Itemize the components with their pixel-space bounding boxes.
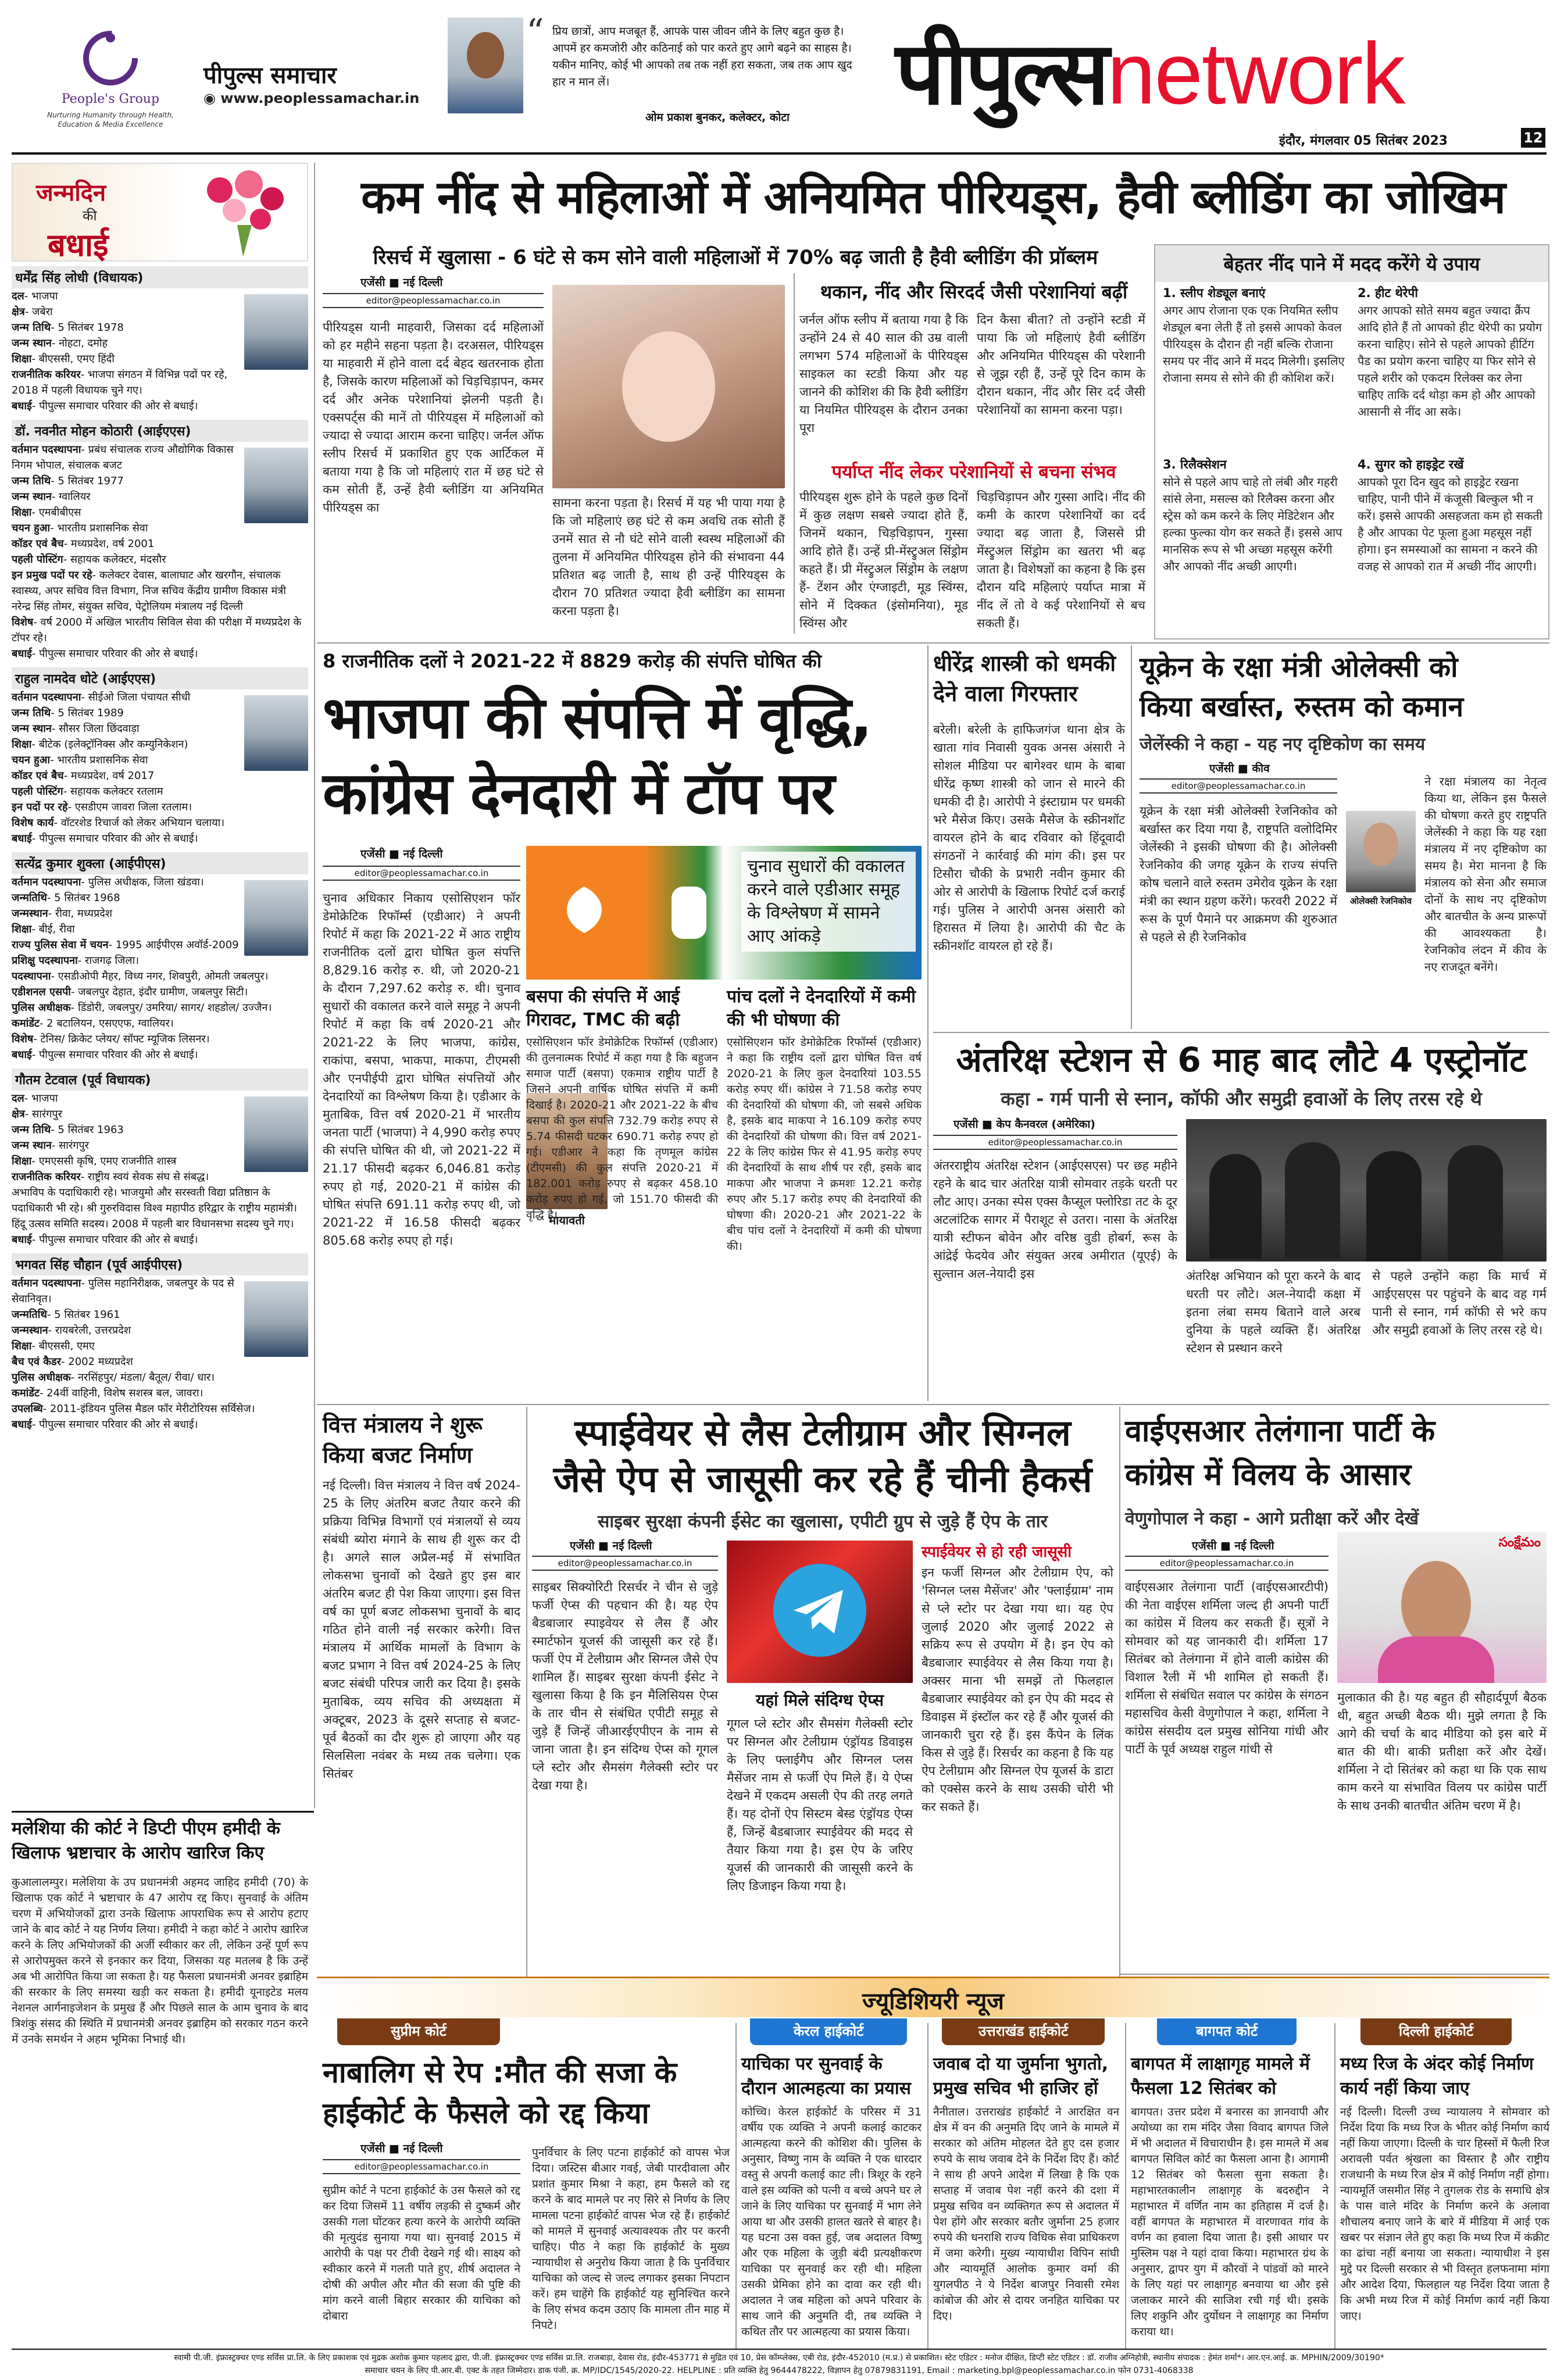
- spyware-sub2-body: इन फर्जी सिग्नल और टेलीग्राम ऐप, को 'सिग्नल प्लस मैसेंजर' और 'फ्लाईग्राम' नाम से प्ले स्टोर पर देखा गया था। यह ऐप जुलाई 2020 और जुलाई 2022 से सक्रिय रूप से उपयोग में है। इन ऐप को बैडबाजार स्पाईवेयर से लैस किया गया है। अक्सर माना भी समझें तो फिलहाल बैडबाजार स्पाईवेयर को इन ऐप की मदद से डिवाइस में इंस्टॉल कर रहे हैं और यूजर्स की जानकारी चुरा रहे हैं। इस कैंपेन के लिंक किस से जुड़े हैं। रिसर्चर का कहना है कि यह ऐप टेलीग्राम और सिग्नल ऐप यूजर्स के डाटा को एक्सेस करने के साथ उसकी चोरी भी कर सकते हैं।: [922, 1566, 1113, 1814]
- imprint-line-2: समाचार चयन के लिए पी.आर.बी. एक्ट के तहत जिम्मेदार। डाक पंजी. क्र. MP/IDC/1545/2020-22. HELPLINE : प्रति व्यक्ति हेतु 9644478222, विज्ञापन हेतु 07879831191, Email : marketing.bpl@peoplessamachar.co.in फोन 0731-4068338: [365, 2366, 1194, 2375]
- hand-icon: [654, 869, 724, 950]
- birthday-person-photo: [244, 1096, 308, 1172]
- birthday-detail: शिक्षा- बीएससी, एमए हिंदी: [12, 353, 115, 365]
- reznikov-caption: ओलेक्सी रेजनिकोव: [1349, 896, 1412, 906]
- uttarakhand-body: नैनीताल। उत्तराखंड हाईकोर्ट ने आरक्षित वन क्षेत्र में वन की अनुमति दिए जाने के मामले में सरकार को अंतिम मोहलत देते हुए दस हजार रुपये के साथ जवाब देने के निर्देश दिए हैं। कोर्ट ने साथ ही अपने आदेश में लिखा है कि एक सप्ताह में जवाब पेश नहीं करने की दशा में प्रमुख सचिव वन व्यक्तिगत रूप से अदालत में पेश होंगे और सरकार बतौर जुर्माना 25 हजार रुपये की धनराशि राज्य विधिक सेवा प्राधिकरण में जमा करेगी। मुख्य न्यायाधीश विपिन सांघी और न्यायमूर्ति आलोक कुमार वर्मा की युगलपीठ ने ये निर्देश बाजपुर निवासी रमेश कांबोज की ओर से दायर जनहित याचिका पर दिए।: [933, 2106, 1119, 2322]
- ukraine-body: यूक्रेन के रक्षा मंत्री ओलेक्सी रेजनिकोव को बर्खास्त कर दिया गया है, राष्ट्रपति वलोदिमिर जेलेंस्की ने इसकी घोषणा की है। ओलेक्सी रेजनिकोव की जगह यूक्रेन के राज्य संपत्ति कोष चलाने वाले रुस्तम उमेरोव यूक्रेन के रक्षा मंत्री का स्थान ग्रहण करेंगे। फरवरी 2022 में रूस के पूर्ण पैमाने पर आक्रमण की शुरुआत से पहले से ही रेजनिकोव: [1140, 804, 1337, 944]
- birthday-detail: कॉडर एवं बैच- मध्यप्रदेश, वर्ष 2017: [12, 770, 155, 782]
- birthday-detail: वर्तमान पदस्थापना- पुलिस अधीक्षक, जिला खंडवा।: [12, 876, 204, 888]
- ysr-body-1: वाईएसआर तेलंगाना पार्टी (वाईएसआरटीपी) की नेता वाईएस शर्मिला जल्द ही अपनी पार्टी का कांग्रेस में विलय कर सकती हैं। सूत्रों ने सोमवार को यह जानकारी दी। शर्मिला 17 सितंबर को तेलंगाना में होने वाली कांग्रेस की विशाल रैली में भी शामिल हो सकती हैं। शर्मिला से संबंधित सवाल पर कांग्रेस के संगठन महासचिव केसी वेणुगोपाल ने कहा, शर्मिला ने कांग्रेस संसदीय दल प्रमुख सोनिया गांधी और पार्टी के पूर्व अध्यक्ष राहुल गांधी से: [1125, 1580, 1329, 1756]
- birthday-detail: पहली पोस्टिंग- सहायक कलेक्टर रतलाम: [12, 785, 163, 798]
- birthday-detail: चयन हुआ- भारतीय प्रशासनिक सेवा: [12, 522, 148, 534]
- dhirendra-headline: धीरेंद्र शास्त्री को धमकी देने वाला गिरफ्तार: [933, 651, 1116, 706]
- ysr-headline-1: वाईएसआर तेलंगाना पार्टी के: [1125, 1414, 1435, 1449]
- sister-paper-name: पीपुल्स समाचार: [203, 62, 337, 89]
- sleep-byline: एजेंसी ■ नई दिल्ली: [360, 276, 443, 289]
- birthday-detail: वर्तमान पदस्थापना- सीईओ जिला पंचायत सीधी: [12, 691, 191, 703]
- birthday-detail: विशेष- वर्ष 2000 में अखिल भारतीय सिविल सेवा की परीक्षा में मध्यप्रदेश के टॉपर रहे।: [12, 616, 302, 644]
- bjp-headline-1: भाजपा की संपत्ति में वृद्धि,: [323, 684, 872, 752]
- astronaut-kicker: कहा - गर्म पानी से स्नान, कॉफी और समुद्री हवाओं के लिए तरस रहे थे: [1001, 1088, 1482, 1110]
- birthday-detail: जन्म तिथि- 5 सितंबर 1963: [12, 1124, 124, 1136]
- birthday-detail: बधाई- पीपुल्स समाचार परिवार की ओर से बधाई।: [12, 648, 198, 660]
- ysr-byline: एजेंसी ■ नई दिल्ली: [1192, 1539, 1274, 1552]
- group-name: People's Group: [61, 92, 160, 106]
- kerala-headline: याचिका पर सुनवाई के दौरान आत्महत्या का प्रयास: [741, 2054, 911, 2099]
- spyware-headline-1: स्पाईवेयर से लैस टेलीग्राम और सिग्नल: [574, 1411, 1071, 1454]
- birthday-detail: उपलब्धि- 2011-इंडियन पुलिस मैडल फॉर मेरीटोरियस सर्विसेज।: [12, 1403, 255, 1415]
- page-number: 12: [1521, 128, 1545, 148]
- sleep-email: editor@peoplessamachar.co.in: [323, 293, 544, 308]
- birthday-detail: विशेष कार्य- वॉटरशेड रिचार्ज को लेकर अभियान चलाया।: [12, 817, 225, 829]
- birthday-detail: शिक्षा- बीई, रीवा: [12, 923, 75, 935]
- ukraine-byline: एजेंसी ■ कीव: [1209, 762, 1270, 775]
- globe-icon: ◉: [203, 90, 221, 106]
- tips-headline: बेहतर नींद पाने में मदद करेंगे ये उपाय: [1155, 245, 1548, 282]
- spyware-body-1: साइबर सिक्योरिटी रिसर्चर ने चीन से जुड़े फर्जी ऐप्स की पहचान की है। यह ऐप बैडबाजार स्पाइवेयर से लैस हैं और स्मार्टफोन यूजर्स की जासूसी कर रहे हैं। फर्जी ऐप में टेलीग्राम और सिग्नल जैसे ऐप शामिल हैं। साइबर सुरक्षा कंपनी ईसेट ने खुलासा किया है कि इन मैलिसियस ऐप्स के तार चीन से संबंधित एपीटी समूह से जुड़े हैं जिन्हें जीआरईएपीएन के नाम से जाना जाता है। इन संदिग्ध ऐप्स को गूगल प्ले स्टोर और सैमसंग गैलेक्सी स्टोर पर देखा गया है।: [532, 1580, 718, 1792]
- sleep-sub1-body-1: जर्नल ऑफ स्लीप में बताया गया है कि उन्होंने 24 से 40 साल की उम्र वाली लगभग 574 महिलाओं के पीरियड्स साइकल का स्टडी किया और यह जानने की कोशिश की कि हैवी ब्लीडिंग या नियमित पीरियड्स के दौरान उनका पूरा: [799, 313, 968, 435]
- birthday-detail: राजनीतिक करियर- राष्ट्रीय स्वयं सेवक संघ से संबद्ध। अभाविप के पदाधिकारी रहे। भाजयुमो और सरस्वती विद्या प्रतिष्ठान के पदाधिकारी भी रहे। श्री गुरुरविदास विश्व महापीठ हरिद्वार के राष्ट्रीय महामंत्री। हिंदू उत्सव समिति सदस्य। 2008 में पहली बार विधानसभा सदस्य चुने गए।: [12, 1171, 297, 1230]
- sleep-headline: कम नींद से महिलाओं में अनियमित पीरियड्स, हैवी ब्लीडिंग का जोखिम: [361, 171, 1505, 224]
- sleep-sub-1: थकान, नींद और सिरदर्द जैसी परेशानियां बढ़ीं: [820, 281, 1128, 303]
- birthday-entry: [12, 852, 308, 1063]
- title-english: network: [1107, 24, 1405, 122]
- supreme-body-1: सुप्रीम कोर्ट ने पटना हाईकोर्ट के उस फैसले को रद्द कर दिया जिसमें 11 वर्षीय लड़की से दुष्कर्म और उसकी गला घोंटकर हत्या करने के आरोपी व्यक्ति की मृत्युदंड सुनाया गया था। सुनवाई 2015 में आरोपी के पक्ष पर टीवी देखने गई थी। साक्ष्य को स्वीकार करने में गलती पाते हुए, शीर्ष अदालत ने दोषी की अपील और मौत की सजा की पुष्टि की मांग करने वाली बिहार सरकार की याचिका को दोबारा: [323, 2184, 520, 2322]
- birthday-heading-3: बधाई: [48, 227, 109, 263]
- sharmila-photo: [1337, 1532, 1547, 1683]
- birthday-detail: शिक्षा- बीटेक (इलेक्ट्रॉनिक्स और कम्युनिकेशन): [12, 738, 188, 751]
- birthday-detail: जन्म स्थान- नोहटा, दमोह: [12, 337, 108, 349]
- birthday-entry: [12, 1069, 308, 1248]
- birthday-detail: जन्मतिथि- 5 सितंबर 1968: [12, 892, 120, 904]
- spyware-byline: एजेंसी ■ नई दिल्ली: [570, 1539, 652, 1552]
- bjp-body: चुनाव अधिकार निकाय एसोसिएशन फॉर डेमोक्रेटिक रिफॉर्म्स (एडीआर) ने अपनी रिपोर्ट में कहा कि 2021-22 में आठ राष्ट्रीय राजनीतिक दलों द्वारा घोषित कुल संपत्ति 8,829.16 करोड़ रु. थी, जो 2020-21 के दौरान 7,297.62 करोड़ रु. थी। चुनाव सुधारों की वकालत करने वाले समूह ने अपनी रिपोर्ट में कहा कि वर्ष 2020-21 और 2021-22 के लिए भाजपा, कांग्रेस, राकांपा, बसपा, भाकपा, माकपा, टीएमसी और एनपीईपी द्वारा घोषित संपत्तियों और देनदारियों का विश्लेषण किया है। एडीआर के मुताबिक, वित्त वर्ष 2020-21 में भारतीय जनता पार्टी (भाजपा) ने 4,990 करोड़ रुपए की संपत्ति घोषित की थी, जो 2021-22 में 21.17 फीसदी बढ़कर 6,046.81 करोड़ रुपए हो गई, 2020-21 में कांग्रेस की घोषित संपत्ति 691.11 करोड़ रुपए थी, जो 2021-22 में 16.58 फीसदी बढ़कर 805.68 करोड़ रुपए हो गई।: [323, 891, 520, 1248]
- telegram-photo: [727, 1541, 913, 1683]
- birthday-entry: [12, 266, 308, 414]
- spyware-email: editor@peoplessamachar.co.in: [532, 1556, 718, 1571]
- tip-text: अगर आपको सोते समय बहुत ज्यादा क्रैंप आदि होते हैं तो आपको हीट थेरेपी का प्रयोग करना चाहिए। सोने से पहले आपको हीटिंग पैड का प्रयोग करना चाहिए या फिर सोने से पहले शरीर को एकदम रिलेक्स कर लेना चाहिए ताकि दर्द थोड़ा कम हो और आपको आसानी से नींद आ सके।: [1358, 303, 1542, 419]
- bjp-email: editor@peoplessamachar.co.in: [323, 866, 520, 881]
- astronaut-headline: अंतरिक्ष स्टेशन से 6 माह बाद लौटे 4 एस्ट्रोनॉट: [956, 1040, 1527, 1080]
- delhi-headline: मध्य रिज के अंदर कोई निर्माण कार्य नहीं किया जाए: [1340, 2054, 1534, 2099]
- birthday-heading-2: की: [83, 208, 97, 224]
- astronaut-body-1: अंतरराष्ट्रीय अंतरिक्ष स्टेशन (आईएसएस) पर छह महीने रहने के बाद चार अंतरिक्ष यात्री सोमवार तड़के धरती पर लौट आए। उनका स्पेस एक्स कैप्सूल फ्लोरिडा तट के दूर अटलांटिक सागर में पैराशूट से उतरा। नासा के अंतरिक्ष यात्री स्टीफन बोवेन और वरिष्ठ वुडी होबर्ग, रूस के आंद्रेई फेदयेव और संयुक्त अरब अमीरात (यूएई) के सुल्तान अल-नेयादी इस: [933, 1159, 1177, 1281]
- tip-text: अगर आप रोजाना एक एक नियमित स्लीप शेड्यूल बना लेती हैं तो इससे आपको केवल पीरियड्स के दौरान ही नहीं बल्कि रोजाना समय पर नींद आने में मदद मिलेगी। इसलिए रोजाना समय से सोने की ही कोशिश करें।: [1163, 303, 1345, 385]
- ysr-headline-2: कांग्रेस में विलय के आसार: [1125, 1457, 1412, 1492]
- sleep-sub-2: पर्याप्त नींद लेकर परेशानियों से बचना संभव: [831, 462, 1116, 483]
- birthday-detail: दल- भाजपा: [12, 1092, 58, 1105]
- spyware-sub1-body: गूगल प्ले स्टोर और सैमसंग गैलेक्सी स्टोर पर सिग्नल और टेलीग्राम एंड्रॉयड डिवाइस के लिए फ्लाईगैप और सिग्नल प्लस मैसेंजर नाम से फर्जी ऐप मिले हैं। ये ऐप्स देखने में एकदम असली ऐप की तरह लगते हैं। यह दोनों ऐप सिस्टम बेस्ड एंड्रॉयड ऐप्स हैं, जिन्हें बैडबाजार स्पाईवेयर की मदद से तैयार किया गया है। इस ऐप के जरिए यूजर्स की जानकारी की जासूसी करने के लिए डिजाइन किया गया है।: [727, 1717, 913, 1893]
- dateline: इंदौर, मंगलवार 05 सितंबर 2023: [1279, 134, 1448, 148]
- birthday-detail: एडीशनल एसपी- जबलपुर देहात, इंदौर ग्रामीण, जबलपुर सिटी।: [12, 986, 248, 998]
- ysr-kicker: वेणुगोपाल ने कहा - आगे प्रतीक्षा करें और देखें: [1125, 1509, 1419, 1529]
- ukraine-headline-1: यूक्रेन के रक्षा मंत्री ओलेक्सी को: [1140, 651, 1458, 684]
- birthday-detail: बधाई- पीपुल्स समाचार परिवार की ओर से बधाई।: [12, 400, 198, 412]
- birthday-detail: कमांडेंट- 2 बटालियन, एसएएफ, ग्वालियर।: [12, 1017, 174, 1030]
- sister-paper-logo: [203, 58, 424, 106]
- birthday-detail: प्रशिक्षु पदस्थापना- राजगढ़ जिला।: [12, 955, 140, 967]
- ysr-body-2: मुलाकात की है। यह बहुत ही सौहार्दपूर्ण बैठक थी, बहुत अच्छी बैठक थी। मुझे लगता है कि आगे की चर्चा के बाद मीडिया को इस बारे में बात की थी। बाकी प्रतीक्षा करें और देखें। शर्मिला ने दो सितंबर को कहा था कि एक साथ काम करने या संभावित विलय पर कांग्रेस पार्टी के साथ उनकी बातचीत अंतिम चरण में है।: [1337, 1691, 1547, 1813]
- birthday-detail: पदस्थापना- एसडीओपी मैहर, विध्य नगर, शिवपुरी, ओमती जबलपुर।: [12, 970, 269, 982]
- baghpat-body: बागपत। उत्तर प्रदेश में बनारस का ज्ञानवापी और अयोध्या का राम मंदिर जैसा विवाद बागपत जिले में भी अदालत में विचाराधीन है। इस मामले में अब बागपत सिविल कोर्ट का फैसला आना है। आगामी 12 सितंबर को फैसला सुना सकता है। महाभारतकालीन लाक्षागृह के बदरुद्दीन ने महाभारत में वर्णित नाम का इतिहास में दर्ज है। वहीं बागपत के महाभारत में वारणावत गांव के वर्णन का हवाला दिया जाता है। इसी आधार पर मुस्लिम पक्ष ने यहां दावा किया। महाभारत ग्रंथ के अनुसार, द्वापर युग में कौरवों ने पांडवों को मारने के लिए यहां पर लाक्षागृह बनवाया था और इसे जलाकर मारने की साजिश रची गई थी। इसके लिए शकुनि और दुर्योधन ने लाक्षागृह का निर्माण कराया था।: [1131, 2106, 1329, 2338]
- imprint-line-1: स्वामी पी.जी. इंफ्रास्ट्रक्चर एण्ड सर्विस प्रा.लि. के लिए प्रकाशक एवं मुद्रक अशोक कुमार पहलाद द्वारा, पी.जी. इंफ्रास्ट्रक्चर एण्ड सर्विस प्रा.लि. राजबाड़ा, देवास रोड, इंदौर-453771 से मुद्रित एवं 10, प्रेस कॉम्प्लेक्स, एबी रोड, इंदौर-452010 (म.प्र.) से प्रकाशित। स्टेट एडिटर : मनोज दीक्षित, डिप्टी स्टेट एडिटर : डॉ. राजीव अग्निहोत्री, स्थानीय संपादक : हेमंत शर्मा*। आर.एन.आई. क्र. MPHIN/2009/30190*: [174, 2353, 1384, 2363]
- supreme-byline: एजेंसी ■ नई दिल्ली: [360, 2142, 443, 2155]
- birthday-detail: क्षेत्र- जबेरा: [12, 306, 53, 318]
- tip-text: सोने से पहले आप चाहे तो लंबी और गहरी सांसे लेना, मसल्स को रिलैक्स करना और स्ट्रेस को कम करने के लिए मेडिटेशन और हल्का फुल्का योग कर सकते हैं। इससे आप मानसिक रूप से भी अच्छा महसूस करेंगी और आपको नींद अच्छी आएगी।: [1163, 475, 1342, 573]
- astronaut-byline: एजेंसी ■ केप कैनवरल (अमेरिका): [954, 1118, 1095, 1131]
- sleep-sub1-body-2: दिन कैसा बीता? तो उन्होंने स्टडी में पाया कि जो महिलाएं हैवी ब्लीडिंग और अनियमित पीरियड्स की परेशानी से जूझ रही हैं, उन्हें पूरे दिन काम के दौरान थकान, नींद और सिर दर्द जैसी परेशानियों का सामना करना पड़ा।: [977, 313, 1145, 417]
- birthday-detail: बधाई- पीपुल्स समाचार परिवार की ओर से बधाई।: [12, 1418, 198, 1431]
- tip-title: 4. सुगर को हाइड्रेट रखें: [1358, 458, 1464, 471]
- birthday-person-photo: [244, 294, 308, 370]
- mayawati-caption: मायावती: [549, 1213, 585, 1227]
- bjp-headline-2: कांग्रेस देनदारी में टॉप पर: [323, 759, 834, 827]
- tip-item: [1163, 285, 1349, 387]
- liabilities-body: एसोसिएशन फॉर डेमोक्रेटिक रिफॉर्म्स (एडीआर) ने कहा कि राष्ट्रीय दलों द्वारा घोषित वित्त वर्ष 2020-21 के लिए कुल देनदारियां 103.55 करोड़ रुपए थीं। कांग्रेस ने 71.58 करोड़ रुपए की देनदारियों की घोषणा की, जो सबसे अधिक है, इसके बाद माकपा ने 16.109 करोड़ रुपए की देनदारियों की घोषणा की। वित्त वर्ष 2021-22 के लिए कांग्रेस फिर से 41.95 करोड़ रुपए की देनदारियों के साथ शीर्ष पर रही, इसके बाद माकपा और भाजपा ने क्रमशः 12.21 करोड़ रुपए और 5.17 करोड़ रुपए की देनदारियों की घोषणा की। 2020-21 और 2021-22 के बीच पांच दलों ने देनदारियों में कमी की घोषणा की।: [727, 1036, 922, 1253]
- ysr-email: editor@peoplessamachar.co.in: [1125, 1556, 1329, 1571]
- group-tagline: Nurturing Humanity through Health, Education & Media Excellence: [47, 111, 174, 128]
- group-logo-icon: [78, 26, 142, 90]
- flower-bouquet-icon: [185, 167, 301, 260]
- astronaut-body-2: अंतरिक्ष अभियान को पूरा करने के बाद धरती पर लौटे। अल-नेयादी कक्षा में इतना लंबा समय बिताने वाले अरब दुनिया के पहले व्यक्ति हैं। अंतरिक्ष स्टेशन से प्रस्थान करने: [1186, 1269, 1360, 1355]
- birthday-detail: शिक्षा- एमबीबीएस: [12, 506, 81, 519]
- bsp-sub: बसपा की संपत्ति में आई गिरावट, TMC की बढ़ी: [526, 987, 680, 1030]
- astronaut-email: editor@peoplessamachar.co.in: [933, 1135, 1177, 1150]
- tip-title: 1. स्लीप शेड्यूल बनाएं: [1163, 286, 1266, 300]
- birthday-entry: [12, 667, 308, 846]
- birthday-detail: इन पदों पर रहे- एसडीएम जावरा जिला रतलाम।: [12, 801, 192, 813]
- quote-photo: [448, 17, 523, 113]
- spyware-headline-2: जैसे ऐप से जासूसी कर रहे हैं चीनी हैकर्स: [553, 1458, 1092, 1500]
- bjp-kicker: 8 राजनीतिक दलों ने 2021-22 में 8829 करोड़ की संपत्ति घोषित की: [323, 650, 822, 672]
- birthday-person-name: डॉ. नवनीत मोहन कोठारी (आईएएस): [12, 420, 308, 442]
- spyware-sub-2: स्पाईवेयर से हो रही जासूसी: [922, 1543, 1072, 1561]
- birthday-detail: पुलिस अधीक्षक- नरसिंहपुर/ मंडला/ बैतूल/ रीवा/ धार।: [12, 1371, 215, 1384]
- birthday-detail: दल- भाजपा: [12, 290, 58, 302]
- lotus-icon: [549, 875, 619, 945]
- birthday-detail: जन्म स्थान- ग्वालियर: [12, 491, 91, 503]
- bsp-body: एसोसिएशन फॉर डेमोक्रेटिक रिफॉर्म्स (एडीआर) की तुलनात्मक रिपोर्ट में कहा गया है कि बहुजन समाज पार्टी (बसपा) एकमात्र राष्ट्रीय पार्टी है जिसने अपनी वार्षिक घोषित संपत्ति में कमी दिखाई है। 2020-21 और 2021-22 के बीच बसपा की कुल संपत्ति 732.79 करोड़ रुपए से 5.74 फीसदी घटकर 690.71 करोड़ रुपए हो गई। एडीआर ने कहा कि तृणमूल कांग्रेस (टीएमसी) की कुल संपत्ति 2020-21 में 182.001 करोड़ रुपए से बढ़कर 458.10 करोड़ रुपए हो गई, जो 151.70 फीसदी की वृद्धि है।: [526, 1036, 718, 1221]
- birthday-detail: जन्मस्थान- रीवा, मध्यप्रदेश: [12, 907, 113, 920]
- tip-text: आपको पूरा दिन खुद को हाइड्रेट रखना चाहिए, पानी पीने में कंजूसी बिल्कुल भी न करें। इससे आपकी असहजता कम हो सकती है और आपका पेट फूला हुआ महसूस नहीं होगा। इन समस्याओं का सामना न करने की वजह से आपको रात में अच्छी नींद आएगी।: [1358, 475, 1542, 573]
- bjp-callout: चुनाव सुधारों की वकालत करने वाले एडीआर समूह के विश्लेषण में सामने आए आंकड़े: [741, 852, 916, 952]
- supreme-headline-1: नाबालिग से रेप :मौत की सजा के: [323, 2056, 677, 2089]
- birthday-entry: [12, 1253, 308, 1432]
- birthday-person-name: राहुल नामदेव धोटे (आईएएस): [12, 667, 308, 689]
- malaysia-body: कुआलालम्पुर। मलेशिया के उप प्रधानमंत्री अहमद जाहिद हमीदी (70) के खिलाफ एक कोर्ट ने भ्रष्टाचार के 47 आरोप रद्द किए। सुनवाई के अंतिम चरण में अभियोजकों द्वारा उनके खिलाफ आपराधिक रूप से आरोप हटाए जाने के बाद कोर्ट ने यह निर्णय लिया। हमीदी ने कहा कोर्ट ने आरोप खारिज करने के लिए अभियोजकों की अर्जी स्वीकार कर ली, लेकिन उन्हें पूर्ण रूप से आरोपमुक्त करने से इनकार कर दिया, जिसका यह मतलब है कि उन्हें अब भी आरोपित किया जा सकता है। यह फैसला प्रधानमंत्री अनवर इब्राहिम की सरकार के लिए समस्या खड़ी कर सकता है। हमीदी यूनाइटेड मलय नेशनल आर्गनाइजेशन के प्रमुख हैं और पिछले साल के आम चुनाव के बाद त्रिशंकु संसद की स्थिति में प्रधानमंत्री अनवर इब्राहिम को सरकार गठन करने में उनके समर्थन ने अहम भूमिका निभाई थी।: [12, 1876, 308, 2046]
- birthday-entry: [12, 420, 308, 662]
- sleep-sub2-body-1: पीरियड्स शुरू होने के पहले कुछ दिनों में कुछ लक्षण सबसे ज्यादा होते हैं, जिनमें थकान, चिड़चिड़ापन, गुस्सा आदि होते हैं। उन्हें प्री-मेंस्ट्रुअल सिंड्रोम कहते हैं। प्री मेंस्ट्रुअल सिंड्रोम के लक्षण हैं- टेंशन और एंग्जाइटी, मूड स्विंग्स, सोने में दिक्कत (इंसोमनिया), मूड स्विंग्स और: [799, 490, 968, 630]
- birthday-detail: कमांडेंट- 24वीं वाहिनी, विशेष सशस्त्र बल, जावरा।: [12, 1387, 203, 1399]
- title-hindi: पीपुल्स: [895, 23, 1108, 124]
- tip-title: 3. रिलैक्सेशन: [1163, 458, 1227, 471]
- judiciary-bar: [317, 1977, 1549, 2017]
- ukraine-headline-2: किया बर्खास्त, रुस्तम को कमान: [1140, 691, 1464, 723]
- supreme-headline-2: हाईकोर्ट के फैसले को रद्द किया: [323, 2096, 649, 2130]
- quote-mark-icon: “: [526, 12, 544, 52]
- supreme-email: editor@peoplessamachar.co.in: [323, 2159, 520, 2174]
- birthday-detail: बधाई- पीपुल्स समाचार परिवार की ओर से बधाई।: [12, 1234, 198, 1246]
- birthday-column: [12, 163, 308, 1808]
- birthday-detail: कॉडर एवं बैच- मध्यप्रदेश, वर्ष 2001: [12, 538, 155, 550]
- spyware-kicker: साइबर सुरक्षा कंपनी ईसेट का खुलासा, एपीटी ग्रुप से जुड़े हैं ऐप के तार: [598, 1511, 1048, 1532]
- spyware-sub-1: यहां मिले संदिग्ध ऐप्स: [756, 1691, 884, 1710]
- malaysia-headline: मलेशिया की कोर्ट ने डिप्टी पीएम हमीदी के खिलाफ भ्रष्टाचार के आरोप खारिज किए: [12, 1818, 280, 1863]
- birthday-detail: चयन हुआ- भारतीय प्रशासनिक सेवा: [12, 754, 148, 766]
- budget-body: नई दिल्ली। वित्त मंत्रालय ने वित्त वर्ष 2024-25 के लिए अंतरिम बजट तैयार करने की प्रक्रिया विभिन्न विभागों एवं मंत्रालयों से व्यय संबंधी ब्योरा मंगाने के साथ ही शुरू कर दी है। अगले साल अप्रैल-मई में संभावित लोकसभा चुनावों को देखते हुए इस बार अंतरिम बजट ही पेश किया जाएगा। इस वित्त वर्ष का पूर्ण बजट लोकसभा चुनावों के बाद गठित होने वाली नई सरकार करेगी। वित्त मंत्रालय में आर्थिक मामलों के विभाग के बजट प्रभाग ने वित्त वर्ष 2024-25 के लिए बजट संबंधी परिपत्र जारी कर दिया है। इसके मुताबिक, व्यय सचिव की अध्यक्षता में अक्टूबर, 2023 के दूसरे सप्ताह से बजट-पूर्व बैठकों का दौर शुरू हो जाएगा और यह सिलसिला नवंबर के मध्य तक चलेगा। एक सितंबर: [323, 1478, 520, 1781]
- quote-text: प्रिय छात्रों, आप मजबूत हैं, आपके पास जीवन जीने के लिए बहुत कुछ है। आपमें हर कमजोरी और कठिनाई को पार करते हुए आगे बढ़ने का साहस है। यकीन मानिए, कोई भी आपको तब तक नहीं हरा सकता, जब तक आप खुद हार न मान लें।: [552, 25, 852, 88]
- party-logos-photo: [526, 846, 922, 980]
- tip-title: 2. हीट थेरेपी: [1358, 286, 1418, 300]
- tab-delhi-hc: दिल्ली हाईकोर्ट: [1360, 2018, 1512, 2045]
- birthday-person-photo: [244, 448, 308, 523]
- judiciary-heading: ज्यूडिशियरी न्यूज: [862, 1988, 1004, 2015]
- birthday-detail: बधाई- पीपुल्स समाचार परिवार की ओर से बधाई।: [12, 1049, 198, 1061]
- birthday-heading-1: जन्मदिन: [36, 180, 106, 206]
- birthday-detail: बैच एवं कैडर- 2002 मध्यप्रदेश: [12, 1356, 133, 1368]
- paper-title: [895, 10, 1541, 127]
- kerala-body: कोच्चि। केरल हाईकोर्ट के परिसर में 31 वर्षीय एक व्यक्ति ने अपनी कलाई काटकर आत्महत्या करने की कोशिश की। पुलिस के अनुसार, विष्णु नाम के व्यक्ति ने एक धारदार वस्तु से अपनी कलाई काट ली। त्रिशूर के रहने वाले इस व्यक्ति को पत्नी व बच्चे अपने घर ले जाने के लिए याचिका पर सुनवाई में भाग लेने आया था और उसकी हालत खतरे से बाहर है। यह घटना उस वक्त हुई, जब अदालत विष्णु और एक महिला के जुड़ी बंदी प्रत्यक्षीकरण याचिका पर सुनवाई कर रही थी। महिला उसकी प्रेमिका होने का दावा कर रही थी। अदालत ने जब महिला को अपने परिवार के साथ जाने की अनुमति दी, तब व्यक्ति ने कथित तौर पर आत्महत्या का प्रयास किया।: [741, 2106, 922, 2338]
- budget-headline: वित्त मंत्रालय ने शुरू किया बजट निर्माण: [323, 1412, 483, 1468]
- tip-item: [1358, 285, 1544, 420]
- tab-uttarakhand-hc: उत्तराखंड हाईकोर्ट: [942, 2018, 1105, 2045]
- sleep-kicker: रिसर्च में खुलासा - 6 घंटे से कम सोने वाली महिलाओं में 70% बढ़ जाती है हैवी ब्लीडिंग की प्रॉब्लम: [373, 246, 1098, 269]
- birthday-heading: [12, 163, 308, 262]
- birthday-detail: इन प्रमुख पदों पर रहे- कलेक्टर देवास, बालाघाट और खरगौन, संचालक स्वास्थ्य, अपर सचिव वित्त विभाग, निज सचिव केंद्रीय ग्रामीण विकास मंत्री नरेन्द्र सिंह तोमर, संयुक्त सचिव, पेट्रोलियम मंत्रालय नई दिल्ली: [12, 569, 286, 613]
- birthday-detail: वर्तमान पदस्थापना- प्रबंध संचालक राज्य औद्योगिक विकास निगम भोपाल, संचालक बजट: [12, 444, 234, 471]
- birthday-person-photo: [244, 695, 308, 771]
- birthday-detail: जन्म तिथि- 5 सितंबर 1989: [12, 707, 124, 719]
- uttarakhand-headline: जवाब दो या जुर्माना भुगतो, प्रमुख सचिव भी हाजिर हों: [933, 2054, 1109, 2099]
- reznikov-photo: [1346, 811, 1416, 892]
- tab-baghpat-court: बागपत कोर्ट: [1157, 2018, 1297, 2045]
- birthday-person-name: गौतम टेटवाल (पूर्व विधायक): [12, 1069, 308, 1091]
- tip-item: [1163, 456, 1349, 575]
- birthday-detail: पुलिस अधीक्षक- डिंडोरी, जबलपुर/ उमरिया/ सागर/ शहडोल/ उज्जैन।: [12, 1002, 272, 1014]
- birthday-detail: वर्तमान पदस्थापना- पुलिस महानिरीक्षक, जबलपुर के पद से सेवानिवृत।: [12, 1277, 234, 1305]
- peoples-group-logo: [23, 23, 198, 140]
- birthday-detail: क्षेत्र- सारंगपुर: [12, 1108, 62, 1120]
- birthday-person-photo: [244, 1281, 308, 1357]
- bjp-byline: एजेंसी ■ नई दिल्ली: [360, 848, 443, 860]
- telegram-icon: [770, 1561, 869, 1660]
- sister-paper-url[interactable]: ◉ www.peoplessamachar.in: [203, 90, 420, 106]
- tab-supreme-court: सुप्रीम कोर्ट: [337, 2018, 500, 2045]
- supreme-body-2: पुनर्विचार के लिए पटना हाईकोर्ट को वापस भेज दिया। जस्टिस बीआर गवई, जेबी पारदीवाला और प्रशांत कुमार मिश्रा ने कहा, हम फैसले को रद्द करने के बाद मामले पर नए सिरे से निर्णय के लिए मामला पटना हाईकोर्ट वापस भेज रहे हैं। हाईकोर्ट को मामले में सुनवाई अत्यावश्यक तौर पर करनी चाहिए। पीठ ने कहा कि हाईकोर्ट के मुख्य न्यायाधीश से अनुरोध किया जाता है कि पुनर्विचार याचिका को जल्द से जल्द लगाकर इसका निपटान करें। हम चाहेंगे कि हाईकोर्ट यह सुनिश्चित करने के लिए संभव कदम उठाए कि मामला तीन माह में निपटे।: [532, 2146, 730, 2332]
- ukraine-kicker: जेलेंस्की ने कहा - यह नए दृष्टिकोण का समय: [1140, 734, 1426, 755]
- birthday-detail: जन्म स्थान- सारंगपुर: [12, 1139, 90, 1152]
- birthday-detail: राजनीतिक करियर- भाजपा संगठन में विभिन्न पदों पर रहे, 2018 में पहली विधायक चुने गए।: [12, 369, 228, 396]
- birthday-detail: पहली पोस्टिंग- सहायक कलेक्टर, मंदसौर: [12, 553, 166, 566]
- sleep-sub2-body-2: चिड़चिड़ापन और गुस्सा आदि। नींद की कमी के कारण परेशानियों का दर्द ज्यादा बढ़ जाता है, जिससे प्री मेंस्ट्रुअल सिंड्रोम का खतरा भी बढ़ जाता है। विशेषज्ञों का कहना है कि इस दौरान यदि महिलाएं पर्याप्त मात्रा में नींद लें तो वे कई परेशानियों से बच सकती हैं।: [977, 490, 1145, 630]
- tv-logo: సంక్షేమం: [1498, 1535, 1541, 1550]
- birthday-detail: जन्म तिथि- 5 सितंबर 1978: [12, 321, 124, 334]
- astronaut-photo: [1186, 1119, 1547, 1262]
- baghpat-headline: बागपत में लाक्षागृह मामले में फैसला 12 सितंबर को: [1131, 2054, 1310, 2099]
- birthday-detail: विशेष- टेनिस/ क्रिकेट प्लेयर/ सॉफ्ट म्यूजिक लिसनर।: [12, 1033, 210, 1045]
- birthday-person-name: सत्येंद्र कुमार शुक्ला (आईपीएस): [12, 852, 308, 874]
- sleep-body-2: सामना करना पड़ता है। रिसर्च में यह भी पाया गया है कि जो महिलाएं छह घंटे से कम अवधि तक सोती हैं उनमें सात से नौ घंटे सोने वाली स्वस्थ महिलाओं की तुलना में अनियमित पीरियड्स होने की संभावना 44 प्रतिशत बढ़ जाती है, साथ ही उन्हें पीरियड्स के दौरान 70 प्रतिशत ज्यादा हैवी ब्लीडिंग का सामना करना पड़ता है।: [552, 496, 785, 618]
- masthead: [0, 0, 1557, 148]
- birthday-detail: जन्मस्थान- रायबरेली, उत्तरप्रदेश: [12, 1324, 131, 1336]
- tip-item: [1358, 456, 1544, 575]
- birthday-detail: राज्य पुलिस सेवा में चयन- 1995 आईपीएस अवॉर्ड-2009: [12, 939, 239, 951]
- liabilities-sub: पांच दलों ने देनदारियों में कमी की भी घोषणा की: [727, 987, 916, 1030]
- birthday-detail: शिक्षा- बीएससी, एमए: [12, 1340, 95, 1352]
- delhi-body: नई दिल्ली। दिल्ली उच्च न्यायालय ने सोमवार को निर्देश दिया कि मध्य रिज के भीतर कोई निर्माण कार्य नहीं किया जाएगा। दिल्ली के चार हिस्सों में फैली रिज अरावली पर्वत श्रृंखला का विस्तार है और राष्ट्रीय राजधानी के मध्य रिज क्षेत्र में कोई निर्माण नहीं होगा। न्यायमूर्ति जसमीत सिंह ने तुगलक रोड के समाधि क्षेत्र के पास वाले मंदिर के निर्माण करने के अलावा शौचालय बनाए जाने के बारे में मीडिया में आई एक खबर पर संज्ञान लेते हुए कहा कि मध्य रिज में कंक्रीट का ढांचा नहीं बनाया जा सकता। न्यायाधीश ने इस मुद्दे पर दिल्ली सरकार से भी विस्तृत हलफनामा मांगा और आदेश दिया, फिलहाल यह निर्देश दिया जाता है कि अभी मध्य रिज में कोई निर्माण कार्य नहीं किया जाए।: [1340, 2106, 1549, 2322]
- birthday-person-photo: [244, 880, 308, 956]
- sleep-photo: [552, 285, 785, 488]
- ukraine-body-2: ने रक्षा मंत्रालय का नेतृत्व किया था, लेकिन इस फैसले की घोषणा करते हुए राष्ट्रपति जेलेंस्की ने कहा कि यह रक्षा मंत्रालय में नए दृष्टिकोण का समय है। मेरा मानना है कि मंत्रालय को सेना और समाज दोनों के साथ नए दृष्टिकोण और बातचीत के अन्य प्रारूपों की आवश्यकता है। रेजनिकोव लंदन में कीव के नए राजदूत बनेंगे।: [1424, 774, 1547, 974]
- tab-kerala-hc: केरल हाईकोर्ट: [750, 2018, 907, 2045]
- sleep-body-1: पीरियड्स यानी माहवारी, जिसका दर्द महिलाओं को हर महीने सहना पड़ता है। दरअसल, पीरियड्स या माहवारी में होने वाला दर्द बेहद खतरनाक होता है, जिसके कारण महिलाओं को चिड़चिड़ापन, कमर दर्द और अनेक परेशानियां झेलनी पड़ती है। एक्सपर्ट्स की मानें तो पीरियड्स में महिलाओं को ज्यादा से ज्यादा आराम करना चाहिए। जर्नल ऑफ स्लीप रिसर्च में प्रकाशित हुए एक आर्टिकल में बताया गया है कि जो महिलाएं रात में छह घंटे से कम सोती हैं, उन्हें हैवी ब्लीडिंग या अनियमित पीरियड्स का: [323, 320, 544, 514]
- birthday-detail: जन्म स्थान- सौसर जिला छिंदवाड़ा: [12, 723, 140, 735]
- birthday-list: [12, 266, 308, 1432]
- ukraine-email: editor@peoplessamachar.co.in: [1140, 778, 1337, 794]
- birthday-person-name: धर्मेंद्र सिंह लोधी (विधायक): [12, 266, 308, 288]
- dhirendra-body: बरेली। बरेली के हाफिजगंज थाना क्षेत्र के खाता गांव निवासी युवक अनस अंसारी ने सोशल मीडिया पर बागेश्वर धाम के बाबा धीरेंद्र कृष्ण शास्त्री को जान से मारने की धमकी दी है। आरोपी ने इंस्टाग्राम पर धमकी भरे मैसेज किए। उसके मैसेज के स्क्रीनशॉट वायरल होने के बाद रविवार को हिंदूवादी संगठनों ने कार्रवाई की मांग की। इस पर टिसौरा चौकी के प्रभारी नवीन कुमार की ओर से आरोपी के खिलाफ रिपोर्ट दर्ज कराई गई। पुलिस ने आरोपी अनस अंसारी को हिरासत में लिया है। आरोपी की चैट के स्क्रीनशॉट वायरल हो रहे हैं।: [933, 723, 1125, 953]
- birthday-detail: जन्मतिथि- 5 सितंबर 1961: [12, 1309, 120, 1321]
- birthday-detail: बधाई- पीपुल्स समाचार परिवार की ओर से बधाई।: [12, 832, 198, 845]
- birthday-detail: शिक्षा- एमएससी कृषि, एमए राजनीति शास्त्र: [12, 1155, 177, 1167]
- quote-author: ओम प्रकाश बुनकर, कलेक्टर, कोटा: [645, 111, 790, 124]
- birthday-person-name: भगवत सिंह चौहान (पूर्व आईपीएस): [12, 1253, 308, 1275]
- birthday-detail: जन्म तिथि- 5 सितंबर 1977: [12, 475, 124, 487]
- astronaut-body-3: से पहले उन्होंने कहा कि मार्च में आईएसएस पर पहुंचने के बाद वह गर्म पानी से स्नान, गर्म कॉफी से भरे कप और समुद्री हवाओं के लिए तरस रहे थे।: [1372, 1269, 1547, 1337]
